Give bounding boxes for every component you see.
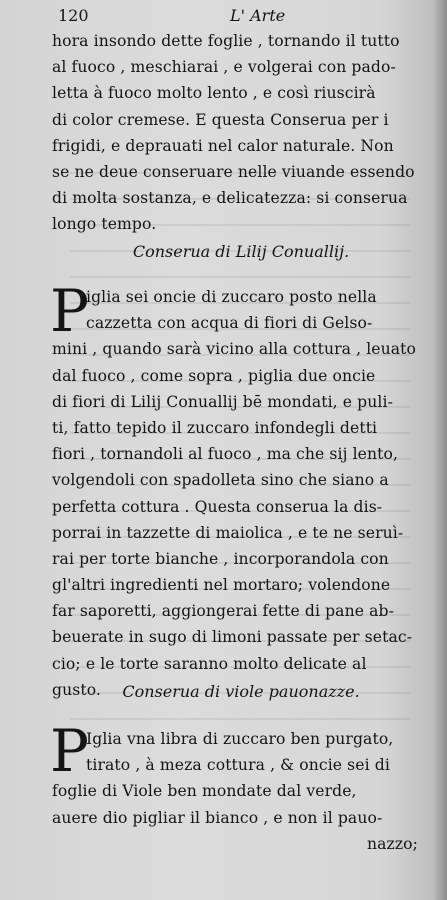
text-line: rai per torte bianche , incorporandola con (52, 549, 389, 568)
recipe-viole (52, 726, 430, 857)
text-line: frigidi, e deprauati nel calor naturale. Non (52, 136, 394, 155)
recipe-lilij (50, 277, 430, 703)
text-line: foglie di Viole ben mondate dal verde, (52, 782, 357, 801)
text-line: di fiori di Lilij Conuallij bē mondati, e puli- (52, 392, 393, 411)
text-line: letta à fuoco molto lento , e così riuscirà (52, 84, 376, 103)
section-heading-viole: Conserua di viole pauonazze. (122, 682, 360, 701)
text-line: di color cremese. E questa Conserua per i (52, 110, 389, 129)
text-line: perfetta cottura . Questa conserua la dis- (52, 497, 383, 516)
text-line: gusto. (52, 680, 101, 699)
paragraph-continued (52, 28, 430, 238)
page-edge-shadow (433, 0, 447, 900)
text-line: ti, fatto tepido il zuccaro infondegli detti (52, 418, 378, 437)
text-line: gl'altri ingredienti nel mortaro; volendone (52, 576, 391, 595)
drop-cap: P (50, 277, 90, 345)
text-line: longo tempo. (52, 215, 157, 234)
text-line: cio; e le torte saranno molto delicate al (52, 654, 367, 673)
text-line: porrai in tazzette di maiolica , e te ne seruì- (52, 523, 404, 542)
text-line: di molta sostanza, e delicatezza: si conserua (52, 189, 408, 208)
text-line: Iglia vna libra di zuccaro ben purgato, (86, 730, 394, 748)
page-header (58, 2, 423, 26)
text-line: cazzetta con acqua di fiori di Gelso- (86, 314, 373, 333)
section-heading-lilij: Conserua di Lilij Conuallij. (132, 242, 350, 261)
text-line: al fuoco , meschiarai , e volgerai con pado- (52, 58, 396, 77)
text-line: fiori , tornandoli al fuoco , ma che sij lento, (52, 445, 399, 464)
drop-cap: P (50, 717, 90, 785)
text-line: iglia sei oncie di zuccaro posto nella (86, 288, 377, 306)
text-line: hora insondo dette foglie , tornando il tutto (52, 32, 400, 50)
text-line: se ne deue conseruare nelle viuande essendo (52, 162, 415, 181)
text-line: auere dio pigliar il bianco , e non il pauo- (52, 808, 383, 827)
page-number: 120 (58, 6, 89, 25)
text-line: far saporetti, aggiongerai fette di pane ab- (52, 602, 394, 621)
text-line: volgendoli con spadolleta sino che siano a (52, 471, 389, 490)
text-line: dal fuoco , come sopra , piglia due oncie (52, 366, 376, 385)
text-line: mini , quando sarà vicino alla cottura , leuato (52, 340, 417, 359)
text-line: beuerate in sugo di limoni passate per setac- (52, 628, 413, 647)
running-title: L' Arte (230, 6, 286, 25)
text-line: nazzo; (366, 834, 418, 853)
text-line: tirato , à meza cottura , & oncie sei di (86, 756, 390, 775)
